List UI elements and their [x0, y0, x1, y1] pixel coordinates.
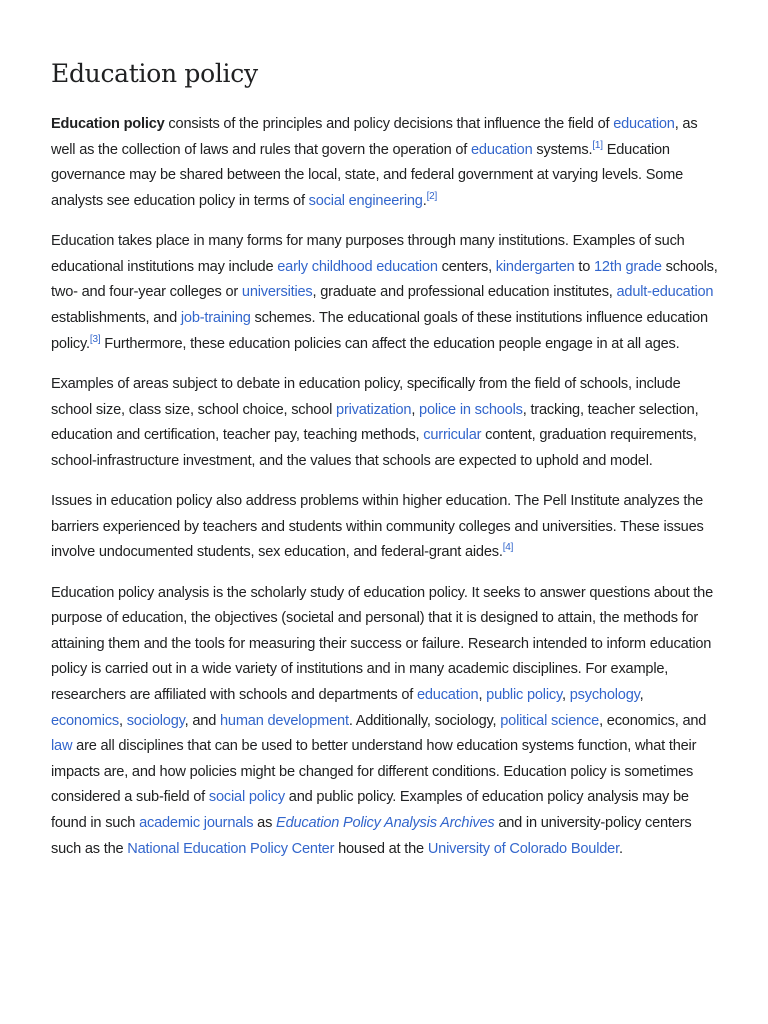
text-run: . [422, 192, 427, 209]
text-run: content, graduation requirements, school-infrastructure investment, and the values that schools are expected to uphold and model. [51, 427, 697, 469]
citation-link[interactable]: [4] [502, 542, 514, 554]
link-text: Education Policy Analysis Archives [276, 815, 495, 832]
text-run: , graduate and professional education institutes, [312, 284, 617, 301]
citation-link[interactable]: [1] [592, 139, 603, 151]
wiki-link[interactable]: privatization [336, 401, 412, 418]
wiki-link[interactable]: education [471, 141, 533, 158]
wiki-link[interactable]: sociology [126, 712, 185, 729]
wiki-link[interactable]: psychology [569, 687, 640, 704]
wiki-link[interactable]: police in schools [419, 401, 523, 418]
article-paragraph [51, 581, 719, 863]
text-run: , [118, 712, 127, 729]
wiki-link[interactable]: education [613, 116, 675, 132]
text-run: consists of the principles and policy decisions that influence the field of [164, 116, 614, 132]
citation-ref [592, 140, 603, 151]
text-run: Education governance may be shared between the local, state, and federal government at varying levels. Some analysts see education policy in terms of [51, 141, 684, 209]
article-paragraph [51, 229, 719, 357]
wiki-link[interactable] [276, 815, 494, 831]
wiki-link[interactable]: University of Colorado Boulder [427, 840, 619, 857]
text-run: are all disciplines that can be used to better understand how education systems function, what their impacts are, and how policies might be changed for different conditions. Education policy is sometimes considered a sub-field of [51, 738, 697, 806]
text-run: , as well as the collection of laws and rules that govern the operation of [51, 116, 698, 158]
text-run: schemes. The educational goals of these institutions influence education policy. [51, 309, 708, 352]
text-run: and public policy. Examples of education policy analysis may be found in such [51, 789, 689, 832]
text-run: Furthermore, these education policies can affect the education people engage in at all ages. [100, 335, 680, 352]
article [51, 54, 719, 877]
text-run: , [411, 401, 420, 418]
wiki-link[interactable]: adult-education [616, 284, 714, 301]
text-run: . Additionally, sociology, [348, 712, 501, 729]
article-body [51, 112, 719, 862]
text-run: , [561, 687, 570, 704]
text-run: Issues in education policy also address problems within higher education. The Pell Institute analyzes the barriers experienced by teachers and students within community colleges and universities. These issues involve undocumented students, sex education, and federal-grant aides. [51, 493, 704, 561]
text-run: , and [184, 712, 220, 729]
text-run: centers, [437, 258, 496, 275]
wiki-link[interactable]: economics [51, 712, 119, 729]
text-run: housed at the [334, 840, 428, 857]
text-run: establishments, and [51, 309, 181, 326]
text-run: , economics, and [599, 712, 707, 729]
citation-link[interactable]: [2] [426, 190, 438, 202]
wiki-link[interactable]: National Education Policy Center [127, 840, 335, 857]
wiki-link[interactable]: social engineering [308, 192, 423, 209]
citation-ref [503, 542, 514, 553]
text-run: Education policy analysis is the scholarly study of education policy. It seeks to answer questions about the purpose of education, the objectives (societal and personal) that it is designed to attain, the methods for attaining them and the tools for measuring their success or failure. Research intended to inform education policy is carried out in a wide variety of institutions and in many academic disciplines. For example, researchers are affiliated with schools and departments of [51, 584, 713, 704]
wiki-link[interactable]: kindergarten [495, 258, 575, 275]
wiki-link[interactable]: political science [500, 712, 600, 729]
wiki-link[interactable]: education [416, 687, 479, 704]
wiki-link[interactable]: curricular [423, 427, 482, 444]
text-run: as [253, 815, 277, 832]
wiki-link[interactable]: early childhood education [277, 258, 438, 275]
wiki-link[interactable]: job-training [180, 309, 251, 326]
text-run: and in university-policy centers such as the [51, 815, 692, 857]
wiki-link[interactable]: human development [219, 712, 349, 729]
citation-link[interactable]: [3] [89, 333, 101, 345]
text-run: systems. [532, 141, 593, 158]
wiki-link[interactable]: universities [241, 284, 313, 301]
wiki-link[interactable]: 12th grade [594, 258, 662, 275]
text-run: , [639, 687, 644, 704]
article-paragraph [51, 489, 719, 566]
citation-ref [427, 191, 438, 202]
text-run: schools, two- and four-year colleges or [51, 258, 718, 301]
wiki-link[interactable]: public policy [486, 687, 562, 704]
wiki-link[interactable]: law [51, 738, 73, 755]
text-run: Education takes place in many forms for many purposes through many institutions. Examples of such educational institutions may include [51, 233, 685, 275]
wiki-link[interactable]: academic journals [139, 815, 254, 832]
citation-ref [90, 334, 101, 345]
article-paragraph [51, 112, 719, 214]
text-run: to [574, 258, 595, 275]
article-paragraph [51, 372, 719, 474]
wiki-link[interactable]: social policy [208, 789, 285, 806]
bold-term: Education policy [51, 116, 165, 132]
text-run: . [618, 840, 623, 857]
text-run: , [478, 687, 487, 704]
text-run: Examples of areas subject to debate in education policy, specifically from the field of schools, include school size, class size, school choice, school [51, 375, 681, 418]
page-title: Education policy [51, 59, 258, 88]
text-run: , tracking, teacher selection, education and certification, teacher pay, teaching methods, [51, 401, 699, 444]
